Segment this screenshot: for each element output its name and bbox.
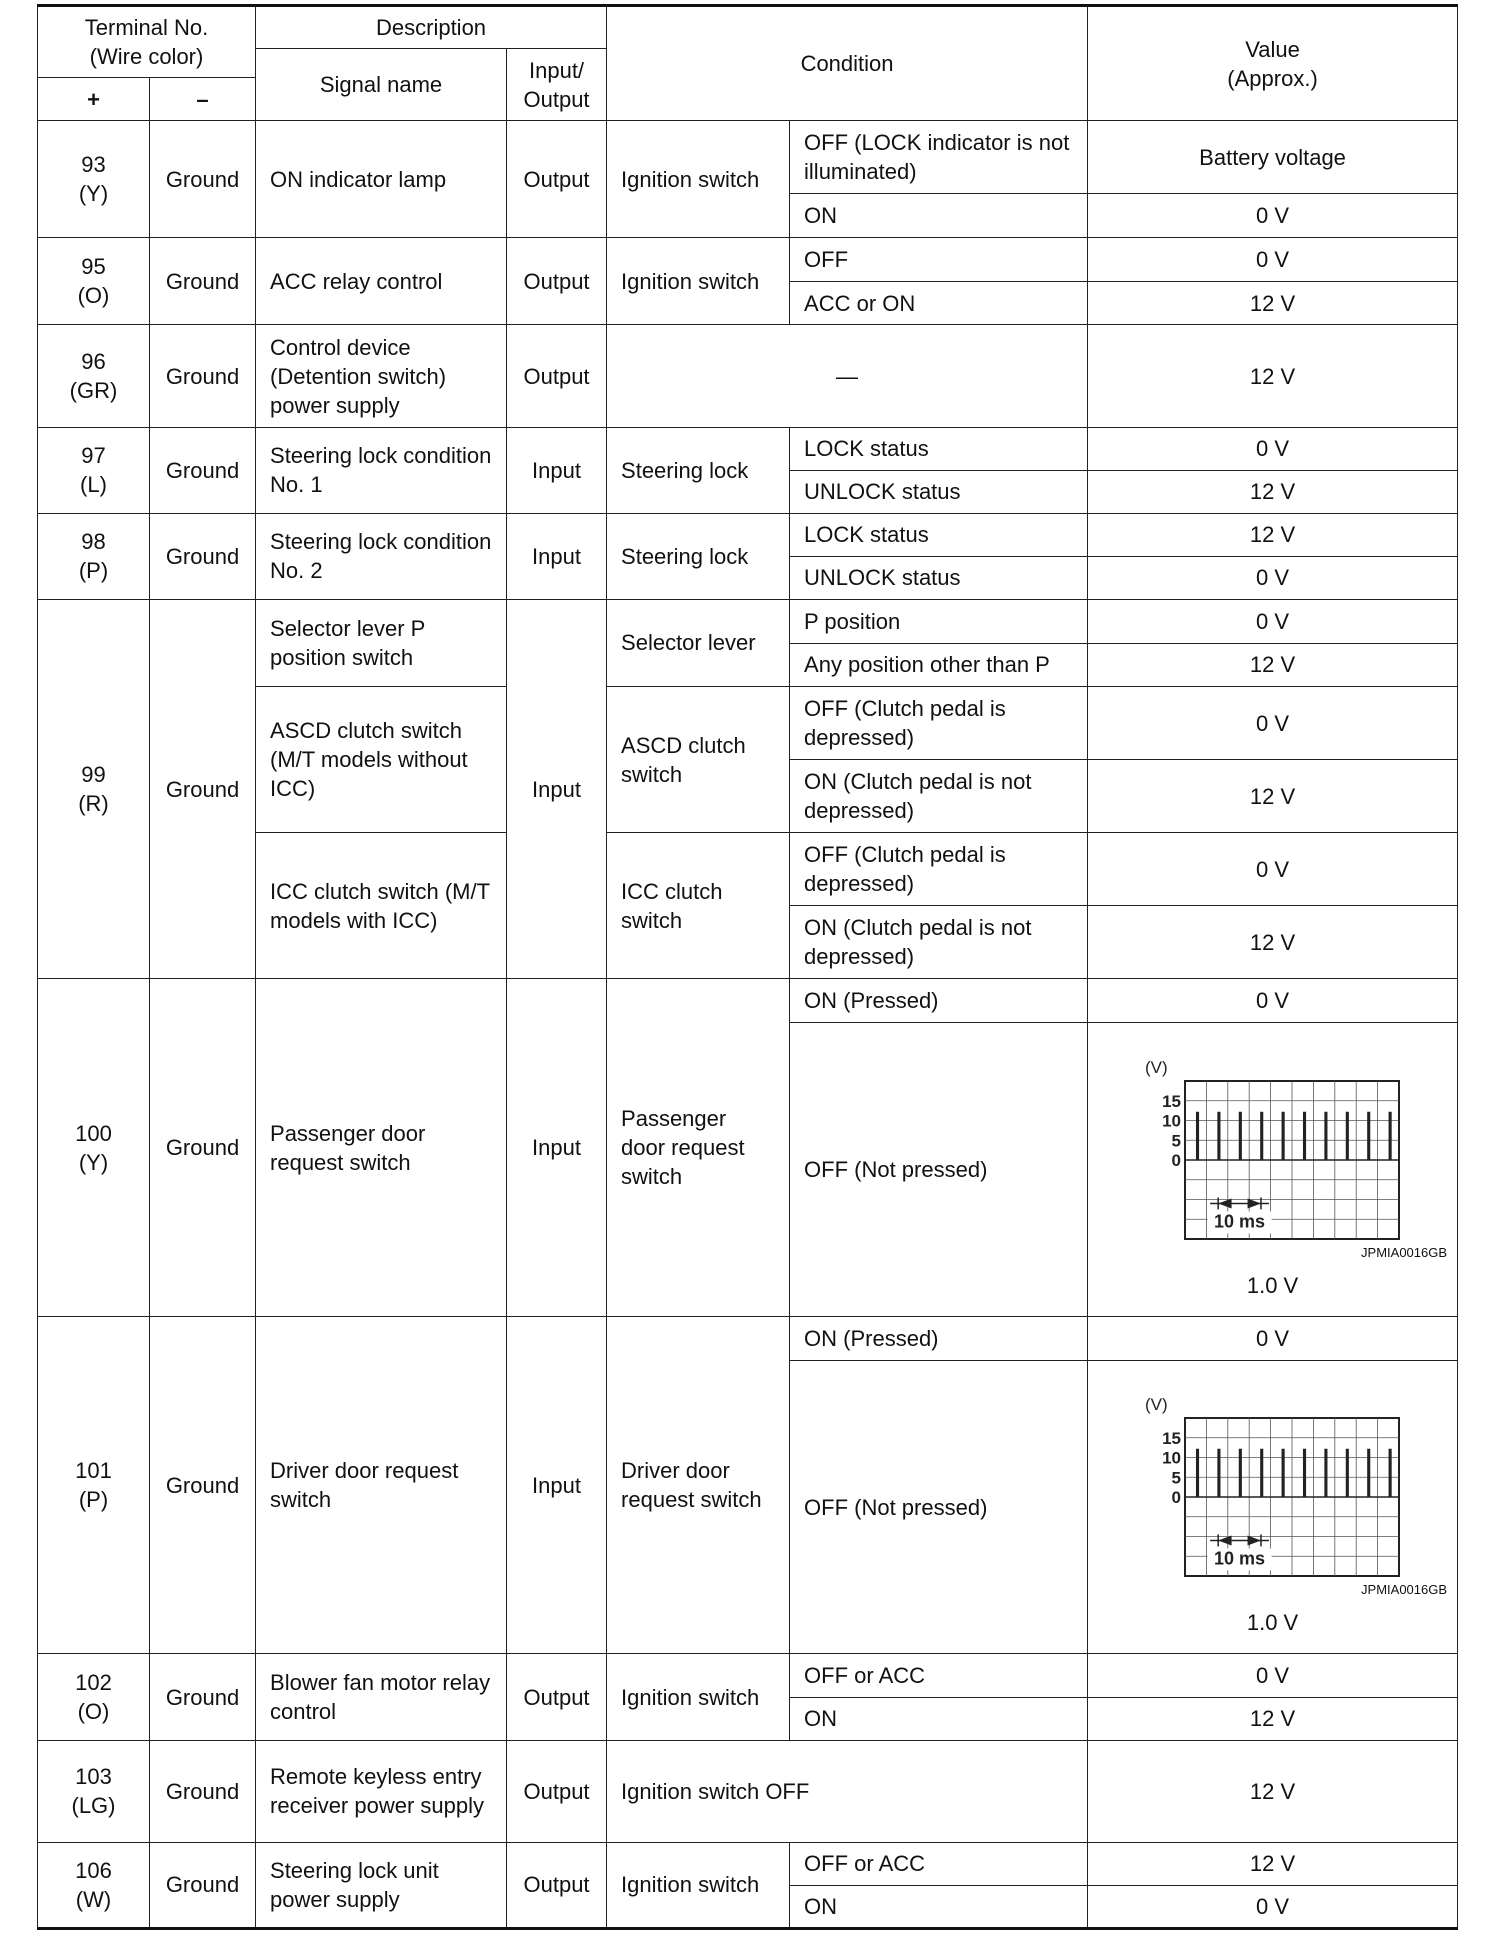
- signal-name-cell: Driver door request switch: [256, 1316, 507, 1654]
- sub-condition-cell: ON (Pressed): [790, 979, 1088, 1023]
- ground-cell: Ground: [150, 121, 256, 238]
- ground-cell: Ground: [150, 427, 256, 513]
- sub-condition-cell: OFF or ACC: [790, 1842, 1088, 1885]
- y-tick-label: 10: [1161, 1111, 1181, 1131]
- signal-name-cell: ICC clutch switch (M/T models with ICC): [256, 833, 507, 979]
- condition-cell: ASCD clutch switch: [607, 686, 790, 832]
- sub-condition-cell: ON: [790, 194, 1088, 238]
- value-cell: 0 V: [1088, 1654, 1458, 1697]
- signal-name-cell: Remote keyless entry receiver power supply: [256, 1740, 507, 1842]
- sub-condition-cell: OFF (Not pressed): [790, 1361, 1088, 1654]
- wire-color: (Y): [78, 1149, 109, 1175]
- time-marker-arrow: [1247, 1198, 1260, 1208]
- value-cell: 12 V: [1088, 906, 1458, 979]
- terminal-number: 98: [81, 529, 106, 555]
- value-cell: 12 V: [1088, 470, 1458, 513]
- terminal-number: 103: [75, 1764, 112, 1790]
- table-row: [38, 979, 1458, 1023]
- table-row: [38, 238, 1458, 282]
- sub-condition-cell: P position: [790, 599, 1088, 643]
- sub-condition-cell: ON (Pressed): [790, 1316, 1088, 1360]
- condition-cell: Ignition switch: [607, 238, 790, 325]
- condition-cell: Ignition switch: [607, 1842, 790, 1928]
- header-wire-color-label: (Wire color): [89, 44, 204, 70]
- terminal-cell: [38, 427, 150, 513]
- terminal-number: 101: [75, 1458, 112, 1484]
- signal-name-cell: ASCD clutch switch (M/T models without ICC): [256, 686, 507, 832]
- ground-cell: Ground: [150, 1740, 256, 1842]
- terminal-number: 102: [75, 1670, 112, 1696]
- sub-condition-cell: ON (Clutch pedal is not depressed): [790, 760, 1088, 833]
- terminal-number: 106: [75, 1857, 112, 1883]
- header-approx-label: (Approx.): [1227, 65, 1318, 91]
- sub-condition-cell: LOCK status: [790, 513, 1088, 556]
- condition-cell: Selector lever: [607, 599, 790, 686]
- value-cell: 0 V: [1088, 427, 1458, 470]
- sub-condition-cell: OFF or ACC: [790, 1654, 1088, 1697]
- terminal-cell: [38, 979, 150, 1317]
- value-text: 1.0 V: [1246, 1610, 1299, 1636]
- signal-name-cell: Control device (Detention switch) power supply: [256, 325, 507, 427]
- value-cell: 0 V: [1088, 833, 1458, 906]
- signal-name-cell: ON indicator lamp: [256, 121, 507, 238]
- y-tick-label: 5: [1171, 1468, 1181, 1488]
- terminal-number: 99: [81, 762, 106, 788]
- table-row: [38, 1842, 1458, 1885]
- value-cell: 12 V: [1088, 1740, 1458, 1842]
- value-cell: 12 V: [1088, 1842, 1458, 1885]
- wire-color: (L): [80, 472, 107, 498]
- y-tick-label: 15: [1161, 1091, 1181, 1111]
- table-row: [38, 1740, 1458, 1842]
- io-cell: Output: [507, 1842, 607, 1928]
- io-cell: Output: [507, 1654, 607, 1740]
- value-text: 1.0 V: [1246, 1272, 1299, 1298]
- wire-color: (Y): [78, 181, 109, 207]
- terminal-cell: [38, 1842, 150, 1928]
- io-cell: Output: [507, 325, 607, 427]
- sub-condition-cell: UNLOCK status: [790, 556, 1088, 599]
- io-cell: Output: [507, 1740, 607, 1842]
- value-cell: 0 V: [1088, 599, 1458, 643]
- table-row: [38, 1316, 1458, 1360]
- time-division-label: 10 ms: [1213, 1211, 1265, 1232]
- value-cell: 0 V: [1088, 979, 1458, 1023]
- table-row: [38, 513, 1458, 556]
- figure-code: JPMIA0016GB: [1361, 1582, 1448, 1598]
- ground-cell: Ground: [150, 599, 256, 979]
- condition-cell: Ignition switch: [607, 121, 790, 238]
- wire-color: (O): [77, 283, 110, 309]
- terminal-cell: [38, 599, 150, 979]
- wire-color: (W): [75, 1886, 112, 1912]
- ground-cell: Ground: [150, 513, 256, 599]
- header-condition: Condition: [607, 6, 1088, 121]
- wire-color: (R): [78, 791, 109, 817]
- value-cell: 0 V: [1088, 686, 1458, 759]
- value-cell: 12 V: [1088, 325, 1458, 427]
- condition-cell: —: [607, 325, 1088, 427]
- value-cell: 0 V: [1088, 194, 1458, 238]
- sub-condition-cell: OFF (Not pressed): [790, 1023, 1088, 1316]
- header-output-label: Output: [523, 86, 590, 112]
- header-minus: –: [150, 78, 256, 121]
- terminal-number: 96: [81, 349, 106, 375]
- value-cell: 12 V: [1088, 1697, 1458, 1740]
- terminal-cell: [38, 1654, 150, 1740]
- signal-name-cell: Steering lock condition No. 1: [256, 427, 507, 513]
- header-value: [1088, 6, 1458, 121]
- sub-condition-cell: Any position other than P: [790, 643, 1088, 686]
- figure-code: JPMIA0016GB: [1361, 1244, 1448, 1260]
- sub-condition-cell: OFF: [790, 238, 1088, 282]
- value-cell: 12 V: [1088, 643, 1458, 686]
- condition-cell: Ignition switch OFF: [607, 1740, 1088, 1842]
- header-input-output: [507, 49, 607, 121]
- sub-condition-cell: ON (Clutch pedal is not depressed): [790, 906, 1088, 979]
- sub-condition-cell: OFF (Clutch pedal is depressed): [790, 686, 1088, 759]
- wire-color: (P): [78, 1487, 109, 1513]
- header-signal-name: Signal name: [256, 49, 507, 121]
- sub-condition-cell: ON: [790, 1697, 1088, 1740]
- y-tick-label: 10: [1161, 1448, 1181, 1468]
- header-value-label: Value: [1245, 36, 1300, 62]
- value-cell: 0 V: [1088, 556, 1458, 599]
- terminal-cell: [38, 1740, 150, 1842]
- value-cell: 12 V: [1088, 513, 1458, 556]
- sub-condition-cell: OFF (LOCK indicator is not illuminated): [790, 121, 1088, 194]
- ground-cell: Ground: [150, 1842, 256, 1928]
- condition-cell: Steering lock: [607, 513, 790, 599]
- terminal-cell: [38, 1316, 150, 1654]
- condition-cell: Steering lock: [607, 427, 790, 513]
- wire-color: (LG): [71, 1793, 116, 1819]
- oscilloscope-waveform: [1143, 1398, 1403, 1578]
- signal-name-cell: Selector lever P position switch: [256, 599, 507, 686]
- y-unit-label: (V): [1144, 1060, 1168, 1077]
- io-cell: Output: [507, 238, 607, 325]
- terminal-table: [37, 4, 1458, 1930]
- value-cell: 0 V: [1088, 1316, 1458, 1360]
- condition-cell: Ignition switch: [607, 1654, 790, 1740]
- value-cell: 12 V: [1088, 760, 1458, 833]
- io-cell: Input: [507, 979, 607, 1317]
- terminal-number: 100: [75, 1120, 112, 1146]
- sub-condition-cell: OFF (Clutch pedal is depressed): [790, 833, 1088, 906]
- terminal-number: 95: [81, 254, 106, 280]
- y-tick-label: 15: [1161, 1429, 1181, 1449]
- io-cell: Input: [507, 513, 607, 599]
- value-cell: 0 V: [1088, 238, 1458, 282]
- wire-color: (P): [78, 558, 109, 584]
- condition-cell: Driver door request switch: [607, 1316, 790, 1654]
- header-terminal-no: [38, 6, 256, 78]
- signal-name-cell: Blower fan motor relay control: [256, 1654, 507, 1740]
- y-tick-label: 0: [1171, 1150, 1181, 1170]
- condition-cell: ICC clutch switch: [607, 833, 790, 979]
- y-tick-label: 0: [1171, 1488, 1181, 1508]
- ground-cell: Ground: [150, 1316, 256, 1654]
- terminal-number: 97: [81, 443, 106, 469]
- terminal-cell: [38, 121, 150, 238]
- oscilloscope-value-cell: [1088, 1023, 1458, 1316]
- time-marker-arrow: [1218, 1198, 1231, 1208]
- signal-name-cell: Steering lock unit power supply: [256, 1842, 507, 1928]
- table-row: [38, 1654, 1458, 1697]
- signal-name-cell: Passenger door request switch: [256, 979, 507, 1317]
- terminal-cell: [38, 238, 150, 325]
- sub-condition-cell: ON: [790, 1885, 1088, 1928]
- io-cell: Input: [507, 599, 607, 979]
- header-terminal-label: Terminal No.: [84, 15, 209, 41]
- io-cell: Input: [507, 427, 607, 513]
- time-division-label: 10 ms: [1213, 1548, 1265, 1569]
- signal-name-cell: Steering lock condition No. 2: [256, 513, 507, 599]
- wire-color: (O): [77, 1699, 110, 1725]
- sub-condition-cell: UNLOCK status: [790, 470, 1088, 513]
- header-plus: +: [38, 78, 150, 121]
- header-input-label: Input/: [529, 57, 585, 83]
- table-row: [38, 599, 1458, 643]
- table-row: [38, 325, 1458, 427]
- terminal-cell: [38, 325, 150, 427]
- terminal-cell: [38, 513, 150, 599]
- oscilloscope-waveform: [1143, 1061, 1403, 1241]
- value-cell: 12 V: [1088, 282, 1458, 325]
- sub-condition-cell: LOCK status: [790, 427, 1088, 470]
- ground-cell: Ground: [150, 979, 256, 1317]
- table-row: [38, 427, 1458, 470]
- sub-condition-cell: ACC or ON: [790, 282, 1088, 325]
- ground-cell: Ground: [150, 325, 256, 427]
- y-unit-label: (V): [1144, 1398, 1168, 1415]
- signal-name-cell: ACC relay control: [256, 238, 507, 325]
- time-marker-arrow: [1218, 1536, 1231, 1546]
- condition-cell: Passenger door request switch: [607, 979, 790, 1317]
- wire-color: (GR): [69, 378, 118, 404]
- oscilloscope-value-cell: [1088, 1361, 1458, 1654]
- terminal-table-wrapper: [37, 4, 1457, 1930]
- time-marker-arrow: [1247, 1536, 1260, 1546]
- ground-cell: Ground: [150, 238, 256, 325]
- header-description: Description: [256, 6, 607, 49]
- table-row: [38, 121, 1458, 194]
- io-cell: Input: [507, 1316, 607, 1654]
- terminal-number: 93: [81, 152, 106, 178]
- value-cell: Battery voltage: [1088, 121, 1458, 194]
- y-tick-label: 5: [1171, 1131, 1181, 1151]
- ground-cell: Ground: [150, 1654, 256, 1740]
- value-cell: 0 V: [1088, 1885, 1458, 1928]
- io-cell: Output: [507, 121, 607, 238]
